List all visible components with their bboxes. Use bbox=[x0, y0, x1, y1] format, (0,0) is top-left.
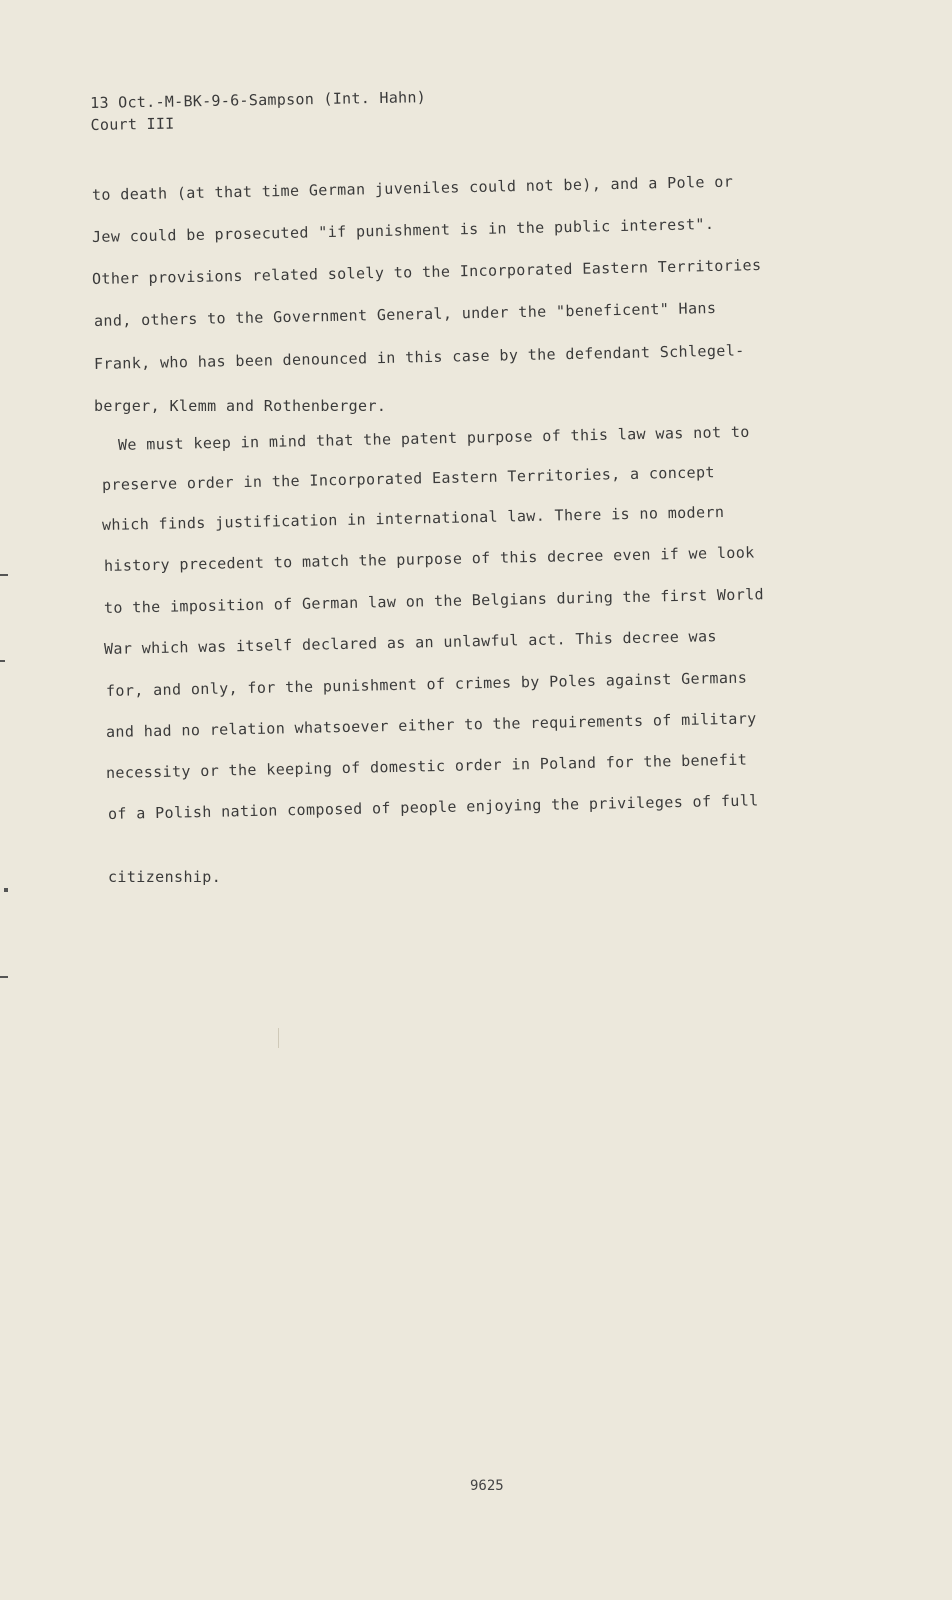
document-header bbox=[90, 86, 427, 136]
body-line: Other provisions related solely to the Incorporated Eastern Territories bbox=[91, 255, 762, 288]
margin-mark bbox=[0, 574, 8, 576]
header-court-line: Court III bbox=[90, 114, 175, 134]
body-line: and, others to the Government General, under the "beneficent" Hans bbox=[93, 298, 717, 330]
margin-mark bbox=[0, 976, 8, 978]
page-number: 9625 bbox=[470, 1478, 504, 1494]
body-line: preserve order in the Incorporated Eastern Territories, a concept bbox=[101, 463, 716, 494]
body-line: for, and only, for the punishment of crimes by Poles against Germans bbox=[105, 668, 748, 700]
body-line: berger, Klemm and Rothenberger. bbox=[94, 397, 387, 415]
paper-crease bbox=[278, 1028, 279, 1048]
body-line: necessity or the keeping of domestic order in Poland for the benefit bbox=[105, 750, 748, 782]
body-line: Frank, who has been denounced in this case by the defendant Schlegel- bbox=[93, 341, 745, 373]
body-line: to the imposition of German law on the Belgians during the first World bbox=[103, 585, 765, 617]
body-line: of a Polish nation composed of people enjoying the privileges of full bbox=[107, 791, 759, 823]
body-line: to death (at that time German juveniles could not be), and a Pole or bbox=[91, 172, 734, 204]
margin-mark bbox=[4, 888, 8, 892]
body-line: citizenship. bbox=[108, 868, 222, 886]
body-line: which finds justification in international law. There is no modern bbox=[101, 502, 725, 534]
body-line: and had no relation whatsoever either to the requirements of military bbox=[105, 709, 757, 741]
margin-mark bbox=[0, 660, 5, 662]
body-line: War which was itself declared as an unlawful act. This decree was bbox=[103, 627, 718, 658]
header-session-line: 13 Oct.-M-BK-9-6-Sampson (Int. Hahn) bbox=[90, 88, 427, 112]
body-line: history precedent to match the purpose of this decree even if we look bbox=[103, 543, 755, 575]
body-line: Jew could be prosecuted "if punishment is in the public interest". bbox=[91, 214, 715, 246]
body-line: We must keep in mind that the patent purpose of this law was not to bbox=[117, 422, 750, 454]
